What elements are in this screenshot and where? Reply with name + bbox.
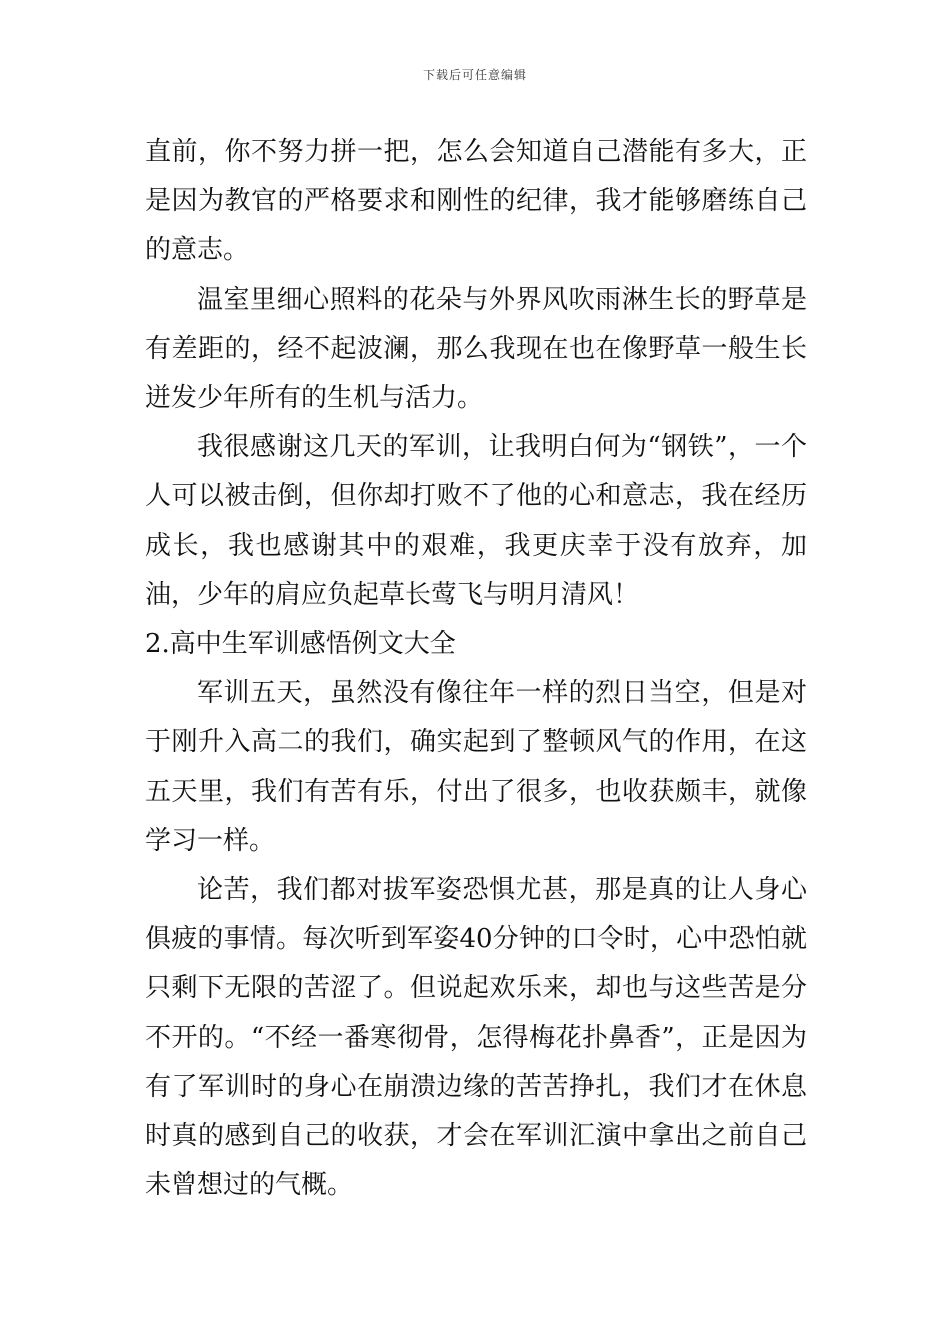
section-heading: 2.高中生军训感悟例文大全: [145, 629, 456, 660]
paragraph-1: 直前，你不努力拼一把，怎么会知道自己潜能有多大，正是因为教官的严格要求和刚性的纪律，我才能够磨练自己的意志。: [145, 137, 807, 266]
paragraph-3: 我很感谢这几天的军训，让我明白何为“钢铁”，一个人可以被击倒，但你却打败不了他的心和意志，我在经历成长，我也感谢其中的艰难，我更庆幸于没有放弃，加油，少年的肩应负起草长莺飞与明月清风！: [145, 432, 807, 610]
page-header: 下载后可任意编辑: [422, 68, 527, 82]
paragraph-5: 论苦，我们都对拔军姿恐惧尤甚，那是真的让人身心俱疲的事情。每次听到军姿40分钟的口令时，心中恐怕就只剩下无限的苦涩了。但说起欢乐来，却也与这些苦是分不开的。“不经一番寒彻骨，怎得梅花扑鼻香”，正是因为有了军训时的身心在崩溃边缘的苦苦挣扎，我们才在休息时真的感到自己的收获，才会在军训汇演中拿出之前自己未曾想过的气概。: [145, 875, 807, 1201]
document-body: [145, 128, 807, 1210]
paragraph-2: 温室里细心照料的花朵与外界风吹雨淋生长的野草是有差距的，经不起波澜，那么我现在也在像野草一般生长迸发少年所有的生机与活力。: [145, 284, 807, 414]
paragraph-4: 军训五天，虽然没有像往年一样的烈日当空，但是对于刚升入高二的我们，确实起到了整顿风气的作用，在这五天里，我们有苦有乐，付出了很多，也收获颇丰，就像学习一样。: [145, 678, 807, 856]
